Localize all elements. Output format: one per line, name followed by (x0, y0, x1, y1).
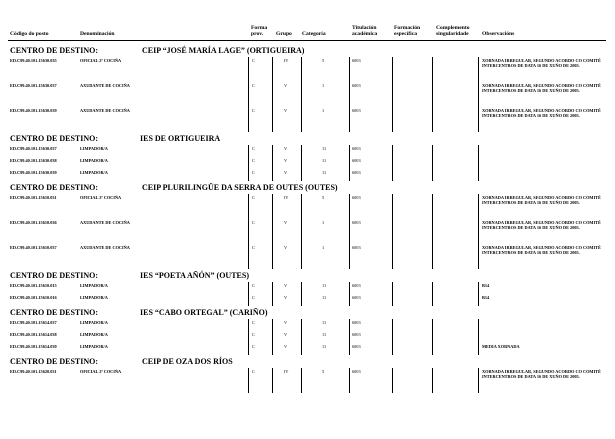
cell-grupo: V (284, 108, 288, 113)
column-divider (478, 343, 479, 355)
cell-categoria: 1 (322, 108, 325, 113)
cell-forma-prov: C (252, 170, 255, 175)
table-row (0, 219, 615, 244)
cell-titulacion: 6003 (352, 344, 361, 349)
column-divider (478, 319, 479, 331)
column-divider (432, 82, 433, 107)
cell-observacions: XORNADA IRREGULAR, SEGUNDO ACORDO CO COMITÉ INTERCENTROS DE DATA 16 DE XUÑO DE 2005. (482, 195, 601, 206)
section-center-name: IES “CABO ORTEGAL” (CARIÑO) (140, 308, 268, 317)
sections-container (0, 44, 615, 393)
cell-forma-prov: C (252, 245, 255, 250)
cell-grupo: V (284, 83, 288, 88)
cell-forma-prov: C (252, 108, 255, 113)
cell-grupo: V (284, 170, 288, 175)
column-divider (272, 282, 273, 294)
column-divider (248, 244, 249, 269)
column-divider (432, 282, 433, 294)
cell-codigo: ED.C99.40.101.15630.037 (10, 146, 57, 151)
cell-titulacion: 6003 (352, 320, 361, 325)
header-forma-prov: Forma prov. (251, 25, 268, 37)
header-observacions: Observacións (482, 31, 515, 37)
column-divider (248, 368, 249, 393)
column-divider (432, 343, 433, 355)
cell-titulacion: 6003 (352, 170, 361, 175)
column-divider (248, 107, 249, 132)
table-row (0, 145, 615, 157)
cell-denominacion: OFICIAL 2ª COCIÑA (80, 58, 122, 63)
cell-forma-prov: C (252, 332, 255, 337)
column-divider (432, 145, 433, 157)
column-divider (349, 368, 350, 393)
column-divider (248, 194, 249, 219)
table-row (0, 331, 615, 343)
cell-denominacion: AXUDANTE DE COCIÑA (80, 108, 130, 113)
column-divider (248, 331, 249, 343)
column-divider (349, 244, 350, 269)
section-title (0, 134, 615, 145)
table-row (0, 194, 615, 219)
section-title (0, 46, 615, 57)
cell-codigo: ED.C99.40.101.15630.037 (10, 83, 57, 88)
column-divider (301, 107, 302, 132)
cell-categoria: 11 (322, 295, 327, 300)
column-divider (432, 157, 433, 169)
cell-observacions: XORNADA IRREGULAR, SEGUNDO ACORDO CO COMITÉ INTERCENTROS DE DATA 16 DE XUÑO DE 2005. (482, 58, 601, 69)
header-categoria: Categoría (302, 31, 326, 37)
header-complemento: Complemento singularidade (436, 25, 470, 37)
column-divider (392, 219, 393, 244)
column-divider (392, 331, 393, 343)
cell-observacions: B14 (482, 283, 490, 288)
cell-grupo: IV (284, 195, 289, 200)
cell-forma-prov: C (252, 283, 255, 288)
cell-codigo: ED.C99.40.101.15620.031 (10, 369, 57, 374)
column-divider (248, 319, 249, 331)
cell-codigo: ED.C99.40.101.15614.039 (10, 344, 57, 349)
cell-denominacion: AXUDANTE DE COCIÑA (80, 220, 130, 225)
column-divider (432, 169, 433, 181)
column-divider (301, 169, 302, 181)
column-divider (301, 157, 302, 169)
column-divider (478, 157, 479, 169)
cell-titulacion: 6003 (352, 369, 361, 374)
column-divider (248, 282, 249, 294)
header-grupo: Grupo (276, 31, 292, 37)
cell-categoria: 11 (322, 170, 327, 175)
table-row (0, 294, 615, 306)
cell-grupo: IV (284, 58, 289, 63)
table-row (0, 282, 615, 294)
column-divider (301, 82, 302, 107)
cell-forma-prov: C (252, 295, 255, 300)
cell-titulacion: 6003 (352, 158, 361, 163)
column-divider (272, 294, 273, 306)
section-center-name: IES “POETA AÑÓN” (OUTES) (140, 271, 249, 280)
column-divider (301, 57, 302, 82)
cell-denominacion: LIMPADOR/A (80, 158, 108, 163)
header-formacion: Formación específica (394, 25, 421, 37)
table-row (0, 319, 615, 331)
cell-observacions: B14 (482, 295, 490, 300)
table-row (0, 157, 615, 169)
column-divider (392, 343, 393, 355)
column-divider (478, 219, 479, 244)
column-divider (392, 145, 393, 157)
cell-titulacion: 6003 (352, 295, 361, 300)
column-divider (301, 294, 302, 306)
column-header (0, 20, 615, 42)
column-divider (248, 343, 249, 355)
cell-codigo: ED.C99.40.101.15630.035 (10, 58, 57, 63)
cell-denominacion: OFICIAL 2ª COCIÑA (80, 195, 122, 200)
cell-codigo: ED.C99.40.101.15630.039 (10, 108, 57, 113)
column-divider (272, 244, 273, 269)
table-row (0, 107, 615, 132)
column-divider (272, 57, 273, 82)
header-titulacion: Titulación académica (352, 25, 378, 37)
header-codigo: Código do posto (10, 31, 49, 37)
column-divider (478, 145, 479, 157)
column-divider (478, 294, 479, 306)
column-divider (478, 194, 479, 219)
column-divider (349, 343, 350, 355)
column-divider (272, 145, 273, 157)
column-divider (248, 294, 249, 306)
column-divider (248, 57, 249, 82)
column-divider (392, 82, 393, 107)
cell-categoria: 1 (322, 245, 325, 250)
section-center-name: IES DE ORTIGUEIRA (140, 134, 221, 143)
column-divider (301, 219, 302, 244)
cell-codigo: ED.C99.40.101.15610.036 (10, 220, 57, 225)
column-divider (392, 107, 393, 132)
table-row (0, 343, 615, 355)
table-row (0, 244, 615, 269)
column-divider (432, 219, 433, 244)
header-denominacion: Denominación (80, 31, 115, 37)
cell-titulacion: 6003 (352, 146, 361, 151)
column-divider (349, 169, 350, 181)
column-divider (272, 82, 273, 107)
cell-categoria: 11 (322, 344, 327, 349)
column-divider (478, 331, 479, 343)
column-divider (272, 169, 273, 181)
cell-forma-prov: C (252, 344, 255, 349)
table-row (0, 169, 615, 181)
cell-forma-prov: C (252, 158, 255, 163)
cell-forma-prov: C (252, 369, 255, 374)
column-divider (301, 319, 302, 331)
column-divider (301, 331, 302, 343)
section-label: CENTRO DE DESTINO: (10, 46, 99, 55)
cell-titulacion: 6003 (352, 83, 361, 88)
column-divider (392, 294, 393, 306)
column-divider (272, 194, 273, 219)
section-label: CENTRO DE DESTINO: (10, 183, 99, 192)
column-divider (392, 368, 393, 393)
cell-categoria: 5 (322, 195, 325, 200)
cell-forma-prov: C (252, 320, 255, 325)
column-divider (349, 319, 350, 331)
column-divider (349, 331, 350, 343)
column-divider (392, 157, 393, 169)
column-divider (349, 219, 350, 244)
section-label: CENTRO DE DESTINO: (10, 357, 99, 366)
cell-categoria: 11 (322, 158, 327, 163)
column-divider (392, 194, 393, 219)
cell-grupo: V (284, 295, 288, 300)
cell-categoria: 11 (322, 320, 327, 325)
section-title (0, 183, 615, 194)
column-divider (272, 343, 273, 355)
column-divider (301, 343, 302, 355)
column-divider (248, 145, 249, 157)
cell-forma-prov: C (252, 220, 255, 225)
cell-categoria: 5 (322, 58, 325, 63)
cell-denominacion: LIMPADOR/A (80, 320, 108, 325)
column-divider (432, 368, 433, 393)
column-divider (478, 282, 479, 294)
column-divider (392, 282, 393, 294)
cell-categoria: 11 (322, 283, 327, 288)
cell-grupo: V (284, 158, 288, 163)
cell-titulacion: 6003 (352, 108, 361, 113)
column-divider (272, 319, 273, 331)
column-divider (478, 244, 479, 269)
column-divider (272, 368, 273, 393)
column-divider (301, 194, 302, 219)
cell-denominacion: LIMPADOR/A (80, 332, 108, 337)
cell-denominacion: OFICIAL 2ª COCIÑA (80, 369, 122, 374)
section-center-name: CEIP “JOSÉ MARÍA LAGE” (ORTIGUEIRA) (142, 46, 305, 55)
cell-grupo: V (284, 283, 288, 288)
section-title (0, 357, 615, 368)
column-divider (392, 319, 393, 331)
cell-denominacion: AXUDANTE DE COCIÑA (80, 245, 130, 250)
cell-grupo: V (284, 220, 288, 225)
cell-codigo: ED.C99.40.101.15610.037 (10, 245, 57, 250)
column-divider (272, 107, 273, 132)
column-divider (478, 169, 479, 181)
column-divider (349, 145, 350, 157)
column-divider (478, 57, 479, 82)
column-divider (392, 57, 393, 82)
cell-codigo: ED.C99.40.101.15614.038 (10, 332, 57, 337)
cell-grupo: V (284, 146, 288, 151)
cell-codigo: ED.C99.40.101.15610.015 (10, 283, 57, 288)
column-divider (349, 157, 350, 169)
column-divider (432, 331, 433, 343)
cell-titulacion: 6003 (352, 245, 361, 250)
table-row (0, 57, 615, 82)
cell-grupo: V (284, 344, 288, 349)
column-divider (392, 169, 393, 181)
column-divider (432, 244, 433, 269)
column-divider (349, 107, 350, 132)
cell-titulacion: 6003 (352, 58, 361, 63)
cell-denominacion: LIMPADOR/A (80, 344, 108, 349)
cell-denominacion: LIMPADOR/A (80, 170, 108, 175)
column-divider (392, 244, 393, 269)
column-divider (248, 157, 249, 169)
section-center-name: CEIP PLURILINGÜE DA SERRA DE OUTES (OUTES) (142, 183, 338, 192)
cell-categoria: 11 (322, 146, 327, 151)
cell-observacions: XORNADA IRREGULAR, SEGUNDO ACORDO CO COMITÉ INTERCENTROS DE DATA 16 DE XUÑO DE 2005. (482, 245, 601, 256)
column-divider (349, 282, 350, 294)
cell-grupo: V (284, 332, 288, 337)
table-row (0, 82, 615, 107)
cell-observacions: XORNADA IRREGULAR, SEGUNDO ACORDO CO COMITÉ INTERCENTROS DE DATA 16 DE XUÑO DE 2005. (482, 108, 601, 119)
cell-forma-prov: C (252, 146, 255, 151)
section-center-name: CEIP DE OZA DOS RÍOS (142, 357, 233, 366)
section-title (0, 271, 615, 282)
cell-denominacion: LIMPADOR/A (80, 295, 108, 300)
column-divider (349, 82, 350, 107)
column-divider (349, 194, 350, 219)
cell-categoria: 1 (322, 83, 325, 88)
column-divider (301, 145, 302, 157)
table-row (0, 368, 615, 393)
column-divider (349, 294, 350, 306)
cell-titulacion: 6003 (352, 195, 361, 200)
cell-titulacion: 6003 (352, 220, 361, 225)
cell-categoria: 11 (322, 332, 327, 337)
section-title (0, 308, 615, 319)
column-divider (272, 331, 273, 343)
cell-grupo: V (284, 245, 288, 250)
column-divider (432, 107, 433, 132)
cell-categoria: 5 (322, 369, 325, 374)
cell-observacions: XORNADA IRREGULAR, SEGUNDO ACORDO CO COMITÉ INTERCENTROS DE DATA 16 DE XUÑO DE 2005. (482, 220, 601, 231)
column-divider (248, 169, 249, 181)
header-rule (8, 40, 606, 41)
column-divider (272, 157, 273, 169)
column-divider (301, 368, 302, 393)
column-divider (478, 368, 479, 393)
cell-forma-prov: C (252, 58, 255, 63)
cell-observacions: XORNADA IRREGULAR, SEGUNDO ACORDO CO COMITÉ INTERCENTROS DE DATA 16 DE XUÑO DE 2005. (482, 83, 601, 94)
column-divider (272, 219, 273, 244)
column-divider (301, 244, 302, 269)
cell-denominacion: LIMPADOR/A (80, 146, 108, 151)
cell-denominacion: AXUDANTE DE COCIÑA (80, 83, 130, 88)
column-divider (432, 319, 433, 331)
column-divider (248, 219, 249, 244)
column-divider (301, 282, 302, 294)
section-label: CENTRO DE DESTINO: (10, 271, 99, 280)
column-divider (432, 194, 433, 219)
cell-forma-prov: C (252, 83, 255, 88)
cell-observacions: MEDIA XORNADA (482, 344, 520, 349)
cell-titulacion: 6003 (352, 283, 361, 288)
column-divider (349, 57, 350, 82)
column-divider (432, 294, 433, 306)
cell-grupo: IV (284, 369, 289, 374)
cell-denominacion: LIMPADOR/A (80, 283, 108, 288)
column-divider (478, 107, 479, 132)
cell-titulacion: 6003 (352, 332, 361, 337)
column-divider (432, 57, 433, 82)
cell-forma-prov: C (252, 195, 255, 200)
cell-grupo: V (284, 320, 288, 325)
cell-categoria: 1 (322, 220, 325, 225)
column-divider (248, 82, 249, 107)
column-divider (478, 82, 479, 107)
cell-codigo: ED.C99.40.101.15630.039 (10, 170, 57, 175)
cell-observacions: XORNADA IRREGULAR, SEGUNDO ACORDO CO COMITÉ INTERCENTROS DE DATA 16 DE XUÑO DE 2005. (482, 369, 601, 380)
cell-codigo: ED.C99.40.101.15630.038 (10, 158, 57, 163)
section-label: CENTRO DE DESTINO: (10, 308, 99, 317)
cell-codigo: ED.C99.40.101.15610.016 (10, 295, 57, 300)
cell-codigo: ED.C99.40.101.15610.031 (10, 195, 57, 200)
cell-codigo: ED.C99.40.101.15614.037 (10, 320, 57, 325)
section-label: CENTRO DE DESTINO: (10, 134, 99, 143)
